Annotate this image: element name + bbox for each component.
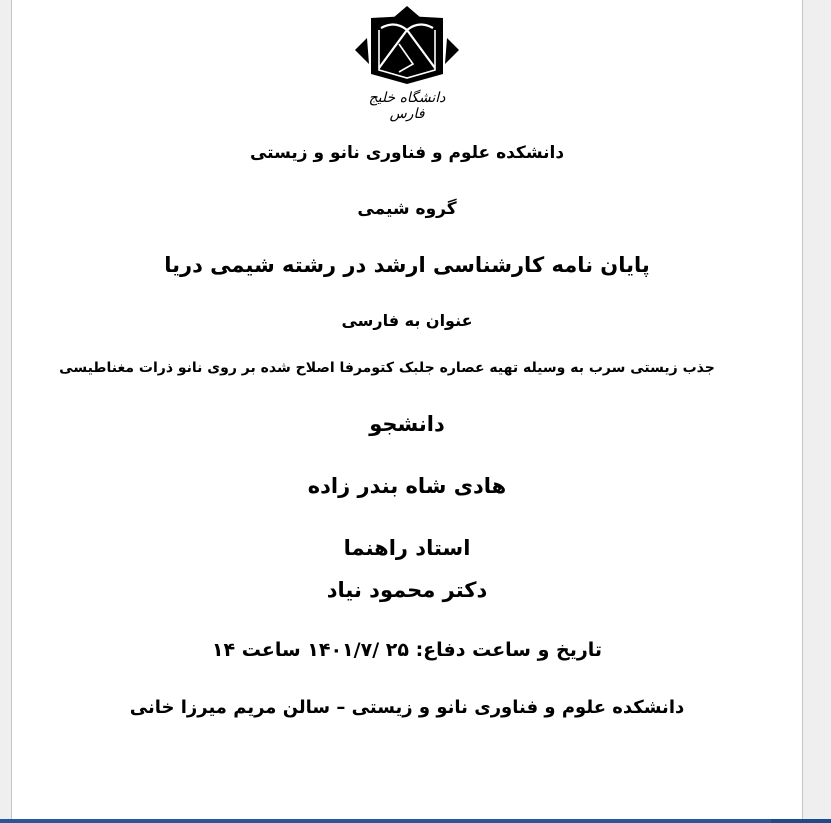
- status-bar: [0, 819, 831, 823]
- thesis-title: جذب زیستی سرب به وسیله تهیه عصاره جلبک کتومرفا اصلاح شده بر روی نانو ذرات مغناطیسی: [59, 360, 715, 376]
- student-name: هادی شاه بندر زاده: [307, 474, 507, 498]
- student-label: دانشجو: [369, 412, 445, 436]
- defense-datetime: تاریخ و ساعت دفاع: ۲۵ /۱۴۰۱/۷ ساعت ۱۴: [211, 639, 603, 661]
- faculty-heading: دانشکده علوم و فناوری نانو و زیستی: [249, 143, 565, 163]
- university-logo: [355, 6, 459, 122]
- supervisor-name: دکتر محمود نیاد: [326, 578, 488, 602]
- defense-location: دانشکده علوم و فناوری نانو و زیستی – سالن مریم میرزا خانی: [129, 697, 685, 718]
- logo-caption: دانشگاه خلیج فارس: [368, 90, 446, 122]
- degree-title: پایان نامه کارشناسی ارشد در رشته شیمی دریا: [164, 253, 650, 277]
- department-heading: گروه شیمی: [357, 199, 457, 219]
- persian-gulf-university-logo-icon: [355, 6, 459, 90]
- status-bar-right-segment: [771, 819, 831, 823]
- document-page[interactable]: [11, 0, 803, 819]
- title-label: عنوان به فارسی: [341, 311, 473, 330]
- supervisor-label: استاد راهنما: [343, 536, 471, 560]
